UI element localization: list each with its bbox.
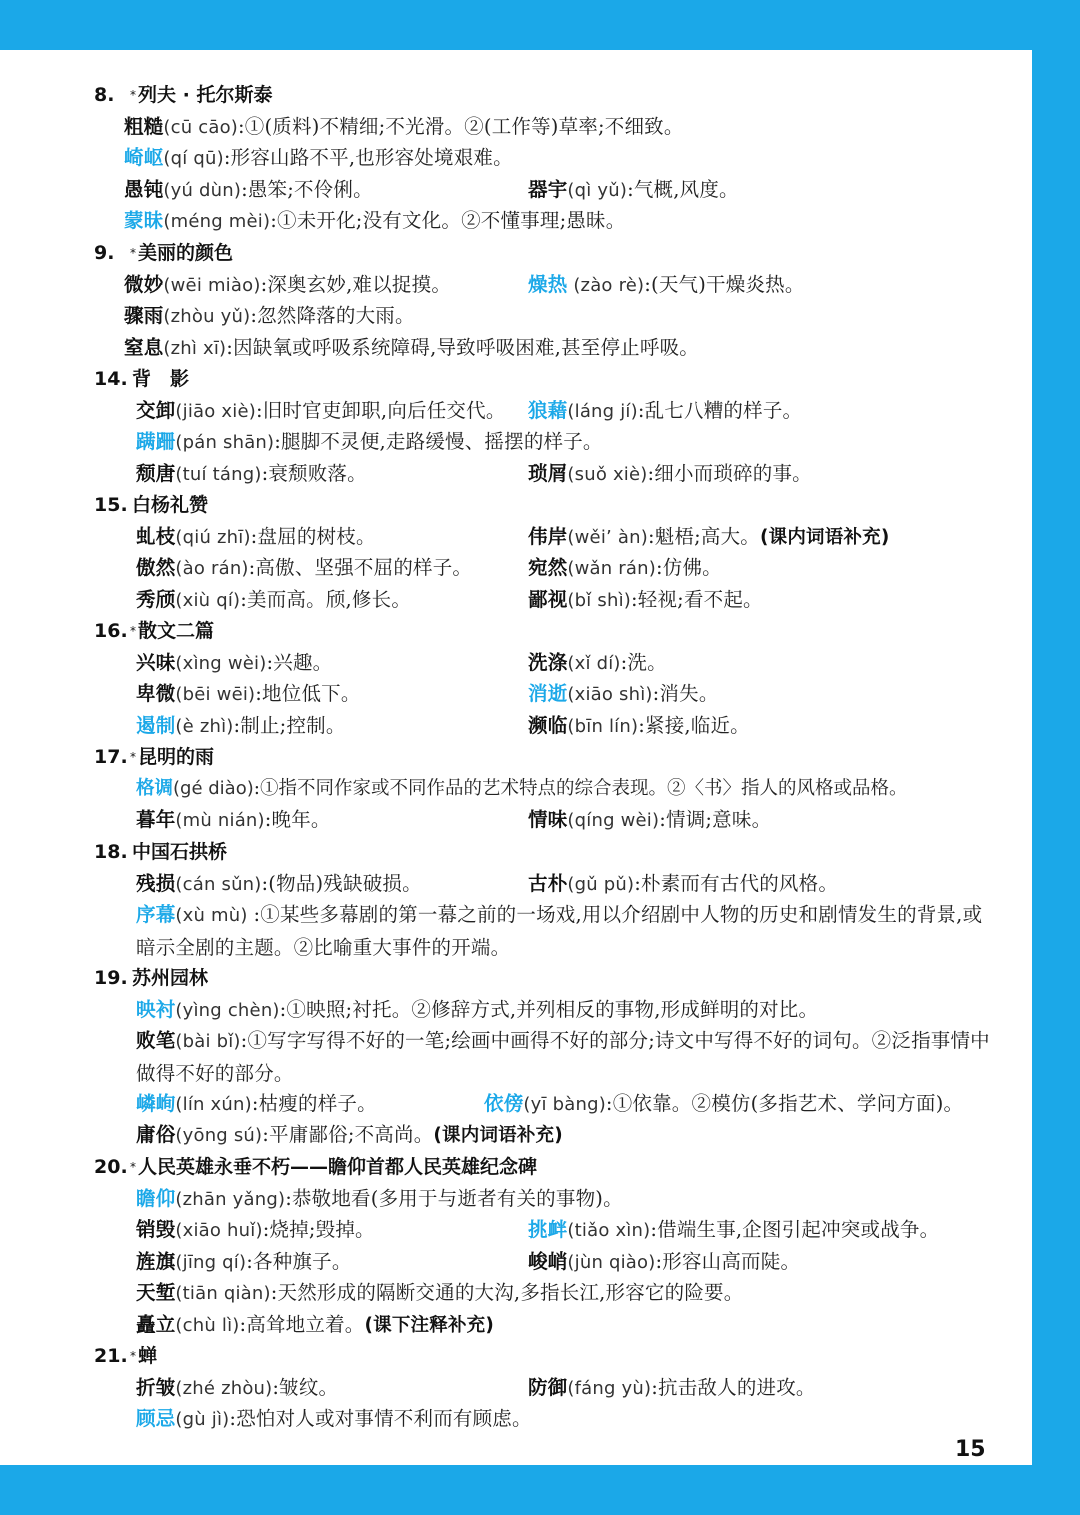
vocab-pinyin: (zào rè)	[567, 275, 645, 296]
vocab-word: 鄙视	[528, 588, 568, 611]
vocab-entry	[124, 335, 699, 362]
vocab-definition: :抗击敌人的进攻。	[651, 1376, 816, 1399]
vocab-pinyin: (gù jì)	[175, 1409, 230, 1430]
vocab-definition: :①映照;衬托。②修辞方式,并列相反的事物,形成鲜明的对比。	[279, 998, 819, 1021]
vocab-entry	[124, 303, 415, 330]
vocab-pinyin: (gé diào)	[173, 778, 254, 799]
lesson-number: 19.	[94, 967, 128, 989]
vocab-definition: :魁梧;高大。	[647, 525, 760, 548]
vocab-entry	[136, 681, 361, 708]
vocab-word-highlighted: 蒙昧	[124, 209, 164, 232]
vocab-definition: :旧时官吏卸职,向后任交代。	[255, 399, 506, 422]
vocab-pinyin: (fáng yù)	[567, 1378, 652, 1399]
lesson-title: 中国石拱桥	[132, 841, 228, 863]
vocab-definition: :①写字写得不好的一笔;绘画中画得不好的部分;诗文中写得不好的词句。②泛指事情中做得不好的部分。	[136, 1029, 990, 1085]
optional-mark: *	[130, 1349, 136, 1363]
lesson-heading	[94, 1343, 157, 1369]
lesson-number: 9.	[94, 242, 115, 264]
vocab-pinyin: (tuí táng)	[175, 464, 262, 485]
vocab-pinyin: (bài bǐ)	[175, 1031, 241, 1052]
vocab-pinyin: (xǐ dí)	[567, 653, 621, 674]
vocab-pinyin: (méng mèi)	[163, 211, 271, 232]
vocab-pinyin: (è zhì)	[175, 716, 234, 737]
vocab-definition: :洗。	[620, 651, 667, 674]
vocab-pinyin: (yī bàng)	[523, 1094, 606, 1115]
vocab-pinyin: (bǐ shì)	[567, 590, 631, 611]
vocab-word: 秀颀	[136, 588, 176, 611]
vocab-entry	[136, 650, 332, 677]
lesson-heading	[94, 82, 272, 108]
page-number: 15	[955, 1437, 986, 1462]
lesson-title: 散文二篇	[138, 620, 215, 642]
vocab-pinyin: (zhì xī)	[163, 338, 227, 359]
vocab-definition: :(天气)干燥炎热。	[644, 273, 805, 296]
vocab-entry	[528, 587, 763, 614]
vocab-definition: :(物品)残缺破损。	[261, 872, 422, 895]
vocab-pinyin: (tiǎo xìn)	[567, 1220, 651, 1241]
lesson-number: 15.	[94, 494, 128, 516]
vocab-pinyin: (tiān qiàn)	[175, 1283, 271, 1304]
vocab-word: 庸俗	[136, 1123, 176, 1146]
vocab-definition: :地位低下。	[255, 682, 361, 705]
vocab-definition: :愚笨;不伶俐。	[241, 178, 373, 201]
vocab-entry	[136, 1091, 377, 1118]
vocab-pinyin: (gǔ pǔ)	[567, 874, 635, 895]
vocab-definition: :①某些多幕剧的第一幕之前的一场戏,用以介绍剧中人物的历史和剧情发生的背景,或暗示全剧的主题。②比喻重大事件的开端。	[136, 903, 983, 959]
vocab-entry	[528, 681, 719, 708]
vocab-definition: :高耸地立着。	[239, 1313, 365, 1336]
vocab-pinyin: (jīng qí)	[175, 1252, 247, 1273]
vocab-word: 琐屑	[528, 462, 568, 485]
vocab-pinyin: (mù nián)	[175, 810, 265, 831]
vocab-word: 峻峭	[528, 1250, 568, 1273]
vocab-word-highlighted: 消逝	[528, 682, 568, 705]
vocab-pinyin: (jùn qiào)	[567, 1252, 656, 1273]
lesson-title: 昆明的雨	[138, 746, 215, 768]
vocab-definition: :消失。	[652, 682, 719, 705]
vocab-definition: :美而高。颀,修长。	[240, 588, 412, 611]
vocab-entry	[528, 807, 771, 834]
vocab-word: 古朴	[528, 872, 568, 895]
vocab-definition: :兴趣。	[266, 651, 333, 674]
vocab-word: 虬枝	[136, 525, 176, 548]
vocab-pinyin: (bīn lín)	[567, 716, 639, 737]
vocab-pinyin: (wěi’ àn)	[567, 527, 648, 548]
vocab-definition: :形容山高而陡。	[655, 1250, 801, 1273]
optional-mark: *	[130, 750, 136, 764]
vocab-pinyin: (suǒ xiè)	[567, 464, 648, 485]
vocab-pinyin: (cán sǔn)	[175, 874, 262, 895]
vocab-definition: :①未开化;没有文化。②不懂事理;愚昧。	[270, 209, 626, 232]
vocab-pinyin: (chù lì)	[175, 1315, 240, 1336]
vocab-pinyin: (xiāo shì)	[567, 684, 653, 705]
vocab-entry	[136, 1122, 563, 1149]
vocab-entry	[136, 524, 376, 551]
vocab-definition: :仿佛。	[655, 556, 722, 579]
vocab-word: 颓唐	[136, 462, 176, 485]
vocab-pinyin: (ào rán)	[175, 558, 249, 579]
vocab-definition: :形容山路不平,也形容处境艰难。	[223, 146, 513, 169]
vocab-definition: :晚年。	[264, 808, 331, 831]
vocab-entry	[124, 114, 684, 141]
vocab-entry	[528, 398, 802, 425]
vocab-definition: :各种旗子。	[246, 1250, 352, 1273]
supplement-note: (课内词语补充)	[759, 527, 890, 548]
lesson-number: 18.	[94, 841, 128, 863]
lesson-number: 17.	[94, 746, 128, 768]
optional-mark: *	[130, 1160, 136, 1174]
vocab-definition: :轻视;看不起。	[631, 588, 763, 611]
vocab-definition: :高傲、坚强不屈的样子。	[248, 556, 473, 579]
optional-mark: *	[130, 88, 136, 102]
vocab-word: 傲然	[136, 556, 176, 579]
vocab-entry	[124, 177, 373, 204]
lesson-title: 苏州园林	[132, 967, 209, 989]
vocab-entry	[136, 429, 603, 456]
vocab-entry	[136, 713, 346, 740]
lesson-number: 21.	[94, 1345, 128, 1367]
lesson-heading	[94, 839, 227, 865]
supplement-note: (课下注释补充)	[364, 1315, 494, 1336]
vocab-word: 宛然	[528, 556, 568, 579]
vocab-entry	[136, 398, 506, 425]
lesson-number: 16.	[94, 620, 128, 642]
lesson-number: 14.	[94, 368, 128, 390]
lesson-heading	[94, 618, 214, 644]
vocab-definition: :深奥玄妙,难以捉摸。	[260, 273, 452, 296]
vocab-definition: :朴素而有古代的风格。	[634, 872, 839, 895]
vocab-word-highlighted: 挑衅	[528, 1218, 568, 1241]
lesson-heading	[94, 366, 189, 392]
vocab-pinyin: (wǎn rán)	[567, 558, 656, 579]
vocab-word: 愚钝	[124, 178, 164, 201]
supplement-note: (课内词语补充)	[433, 1125, 563, 1146]
vocab-pinyin: (jiāo xiè)	[175, 401, 256, 422]
lesson-title: 背 影	[132, 368, 190, 390]
vocab-entry	[136, 1249, 352, 1276]
vocab-definition: :枯瘦的样子。	[251, 1092, 377, 1115]
vocab-pinyin: (láng jí)	[567, 401, 638, 422]
vocab-definition: :天然形成的隔断交通的大沟,多指长江,形容它的险要。	[270, 1281, 744, 1304]
vocab-word: 窒息	[124, 336, 164, 359]
vocab-word: 洗涤	[528, 651, 568, 674]
lesson-title: 美丽的颜色	[138, 242, 234, 264]
vocab-entry	[484, 1091, 963, 1118]
lesson-heading	[94, 492, 208, 518]
vocab-word: 残损	[136, 872, 176, 895]
vocab-pinyin: (qiú zhī)	[175, 527, 251, 548]
vocab-entry	[136, 1280, 743, 1307]
vocab-word: 天堑	[136, 1281, 176, 1304]
vocab-pinyin: (xìng wèi)	[175, 653, 267, 674]
vocab-pinyin: (xù mù)	[175, 905, 254, 926]
vocab-entry	[528, 1249, 800, 1276]
vocab-word: 防御	[528, 1376, 568, 1399]
vocab-definition: :制止;控制。	[233, 714, 346, 737]
vocab-entry	[528, 713, 750, 740]
vocab-word: 濒临	[528, 714, 568, 737]
vocab-word: 矗立	[136, 1313, 176, 1336]
optional-mark: *	[130, 246, 136, 260]
vocab-word-highlighted: 蹒跚	[136, 430, 176, 453]
vocab-definition: :皱纹。	[272, 1376, 339, 1399]
vocab-definition: :①指不同作家或不同作品的艺术特点的综合表现。②〈书〉指人的风格或品格。	[253, 778, 908, 799]
vocab-pinyin: (lín xún)	[175, 1094, 252, 1115]
vocab-word-highlighted: 燥热	[528, 273, 568, 296]
vocab-definition: :盘屈的树枝。	[250, 525, 376, 548]
vocab-pinyin: (wēi miào)	[163, 275, 261, 296]
vocab-entry	[528, 461, 812, 488]
vocab-entry	[528, 1217, 939, 1244]
vocab-word: 兴味	[136, 651, 176, 674]
vocab-pinyin: (cū cāo)	[163, 117, 239, 138]
vocab-word: 骤雨	[124, 304, 164, 327]
vocab-entry	[528, 524, 890, 551]
vocab-definition: :平庸鄙俗;不高尚。	[262, 1123, 434, 1146]
vocab-definition: :因缺氧或呼吸系统障碍,导致呼吸困难,甚至停止呼吸。	[226, 336, 699, 359]
vocab-pinyin: (yú dùn)	[163, 180, 242, 201]
vocab-pinyin: (zhé zhòu)	[175, 1378, 273, 1399]
vocab-entry	[124, 272, 451, 299]
vocab-word-highlighted: 狼藉	[528, 399, 568, 422]
vocab-definition: :气概,风度。	[627, 178, 739, 201]
lesson-number: 8.	[94, 84, 115, 106]
lesson-heading	[94, 240, 233, 266]
vocab-pinyin: (yìng chèn)	[175, 1000, 280, 1021]
vocab-definition: :衰颓败落。	[261, 462, 367, 485]
lesson-heading	[94, 1154, 537, 1180]
vocab-word: 器宇	[528, 178, 568, 201]
vocab-word-highlighted: 顾忌	[136, 1407, 176, 1430]
vocab-word: 卑微	[136, 682, 176, 705]
lesson-number: 20.	[94, 1156, 128, 1178]
optional-mark: *	[130, 624, 136, 638]
vocab-pinyin: (pán shān)	[175, 432, 275, 453]
vocab-pinyin: (zhòu yǔ)	[163, 306, 251, 327]
vocab-definition: :烧掉;毁掉。	[262, 1218, 375, 1241]
vocab-entry	[528, 272, 805, 299]
vocab-word: 败笔	[136, 1029, 176, 1052]
vocab-entry	[528, 650, 667, 677]
vocab-entry	[528, 871, 838, 898]
vocab-entry	[124, 208, 625, 235]
vocab-pinyin: (qì yǔ)	[567, 180, 628, 201]
vocab-word-highlighted: 序幕	[136, 903, 176, 926]
vocab-word: 销毁	[136, 1218, 176, 1241]
vocab-definition: :腿脚不灵便,走路缓慢、摇摆的样子。	[274, 430, 603, 453]
vocab-word-highlighted: 瞻仰	[136, 1187, 176, 1210]
vocab-entry	[124, 145, 513, 172]
vocab-word-highlighted: 崎岖	[124, 146, 164, 169]
vocab-entry	[136, 871, 422, 898]
vocab-word-highlighted: 格调	[136, 778, 174, 799]
vocab-entry	[136, 1312, 494, 1339]
vocab-entry	[528, 555, 722, 582]
vocab-entry	[136, 461, 367, 488]
vocab-entry	[136, 997, 818, 1024]
vocab-entry	[136, 1025, 991, 1089]
vocab-pinyin: (xiù qí)	[175, 590, 241, 611]
lesson-title: 白杨礼赞	[132, 494, 209, 516]
lesson-title: 列夫 · 托尔斯泰	[138, 84, 273, 106]
vocab-entry	[528, 1375, 816, 1402]
vocab-definition: :情调;意味。	[659, 808, 772, 831]
vocab-word-highlighted: 遏制	[136, 714, 176, 737]
vocab-word-highlighted: 映衬	[136, 998, 176, 1021]
vocab-word: 情味	[528, 808, 568, 831]
vocab-definition: :细小而琐碎的事。	[647, 462, 812, 485]
vocab-entry	[528, 177, 739, 204]
vocab-definition: :恐怕对人或对事情不利而有顾虑。	[229, 1407, 532, 1430]
vocab-definition: :乱七八糟的样子。	[637, 399, 803, 422]
vocab-definition: :借端生事,企图引起冲突或战争。	[650, 1218, 940, 1241]
vocab-entry	[136, 1217, 375, 1244]
vocab-pinyin: (yōng sú)	[175, 1125, 263, 1146]
vocab-word: 暮年	[136, 808, 176, 831]
vocab-word: 折皱	[136, 1376, 176, 1399]
vocab-pinyin: (zhān yǎng)	[175, 1189, 286, 1210]
vocab-word: 粗糙	[124, 115, 164, 138]
vocab-entry	[136, 807, 331, 834]
vocab-word-highlighted: 依傍	[484, 1092, 524, 1115]
vocab-word: 微妙	[124, 273, 164, 296]
vocab-entry	[136, 555, 472, 582]
vocab-pinyin: (bēi wēi)	[175, 684, 256, 705]
vocab-definition: :紧接,临近。	[638, 714, 750, 737]
vocab-word: 伟岸	[528, 525, 568, 548]
vocab-definition: :恭敬地看(多用于与逝者有关的事物)。	[285, 1187, 623, 1210]
vocab-entry	[136, 1186, 623, 1213]
lesson-heading	[94, 744, 214, 770]
vocab-pinyin: (qíng wèi)	[567, 810, 660, 831]
vocab-word: 旌旗	[136, 1250, 176, 1273]
vocab-definition: :①依靠。②模仿(多指艺术、学问方面)。	[605, 1092, 964, 1115]
vocab-pinyin: (xiāo huǐ)	[175, 1220, 263, 1241]
lesson-title: 人民英雄永垂不朽——瞻仰首都人民英雄纪念碑	[138, 1156, 538, 1178]
vocab-pinyin: (qí qū)	[163, 148, 224, 169]
vocab-word-highlighted: 嶙峋	[136, 1092, 176, 1115]
lesson-heading	[94, 965, 208, 991]
vocab-definition: :忽然降落的大雨。	[250, 304, 415, 327]
vocab-entry	[136, 587, 411, 614]
vocab-entry	[136, 899, 991, 963]
vocab-entry	[136, 1375, 338, 1402]
vocab-definition: :①(质料)不精细;不光滑。②(工作等)草率;不细致。	[238, 115, 684, 138]
vocab-entry	[136, 1406, 532, 1433]
lesson-title: 蝉	[138, 1345, 158, 1367]
vocab-entry	[136, 776, 908, 802]
vocab-word: 交卸	[136, 399, 176, 422]
